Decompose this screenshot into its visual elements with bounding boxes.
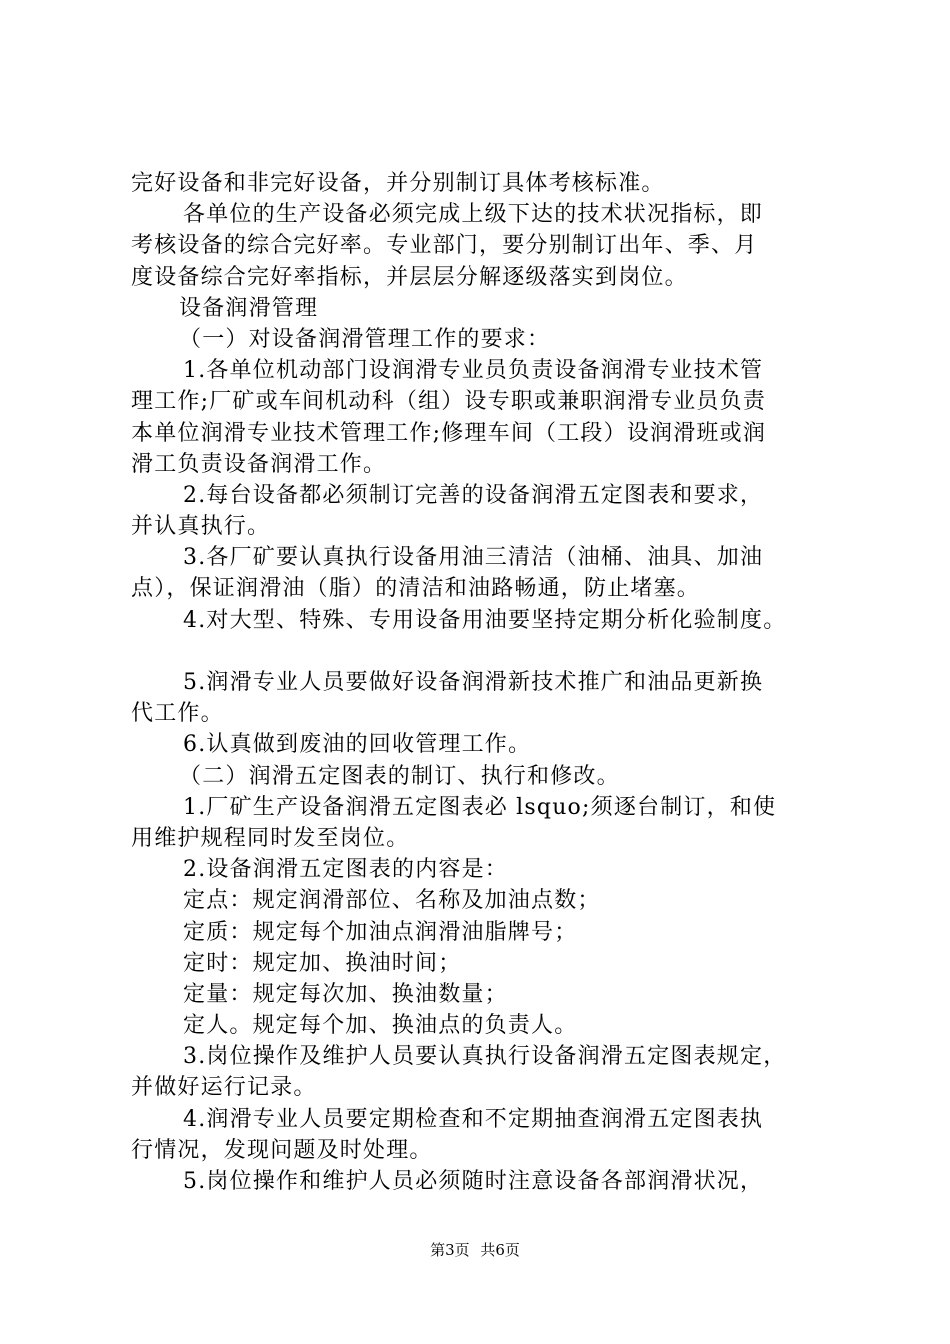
text-line: 理工作;厂矿或车间机动科（组）设专职或兼职润滑专业员负责 xyxy=(131,389,767,415)
text-line: 定时：规定加、换油时间； xyxy=(183,950,462,976)
text-line: 滑工负责设备润滑工作。 xyxy=(131,451,387,477)
text-line: 定人。规定每个加、换油点的负责人。 xyxy=(183,1013,578,1039)
text-line: 1.各单位机动部门设润滑专业员负责设备润滑专业技术管 xyxy=(183,358,764,384)
text-line: 本单位润滑专业技术管理工作;修理车间（工段）设润滑班或润 xyxy=(131,420,767,446)
text-line: 用维护规程同时发至岗位。 xyxy=(131,825,410,851)
text-line: 点），保证润滑油（脂）的清洁和油路畅通，防止堵塞。 xyxy=(131,576,701,602)
text-line: 2.每台设备都必须制订完善的设备润滑五定图表和要求， xyxy=(183,482,764,508)
text-line: 1.厂矿生产设备润滑五定图表必 lsquo;须逐台制订，和使 xyxy=(183,794,777,820)
text-line: 4.润滑专业人员要定期检查和不定期抽查润滑五定图表执 xyxy=(183,1106,764,1132)
text-line: 6.认真做到废油的回收管理工作。 xyxy=(183,732,532,758)
text-line: 并做好运行记录。 xyxy=(131,1075,317,1101)
text-line: 代工作。 xyxy=(131,701,224,727)
text-line: 定质：规定每个加油点润滑油脂牌号； xyxy=(183,919,578,945)
text-line: 5.岗位操作和维护人员必须随时注意设备各部润滑状况， xyxy=(183,1169,764,1194)
text-line: 度设备综合完好率指标，并层层分解逐级落实到岗位。 xyxy=(131,264,688,290)
text-line: 定点：规定润滑部位、名称及加油点数； xyxy=(183,888,601,914)
text-line: 2.设备润滑五定图表的内容是： xyxy=(183,857,508,883)
blank-line xyxy=(131,636,841,667)
section-heading: 设备润滑管理 xyxy=(179,295,319,321)
subsection-heading: （二）润滑五定图表的制订、执行和修改。 xyxy=(179,763,620,789)
page-footer xyxy=(0,1240,950,1260)
page-number: 第3页 xyxy=(430,1241,470,1259)
text-line: 定量：规定每次加、换油数量； xyxy=(183,981,508,1007)
document-body xyxy=(131,168,841,1197)
page-total: 共6页 xyxy=(480,1241,520,1259)
text-line: 考核设备的综合完好率。专业部门，要分别制订出年、季、月 xyxy=(131,233,758,259)
text-line: 3.岗位操作及维护人员要认真执行设备润滑五定图表规定， xyxy=(183,1044,787,1070)
text-line: 4.对大型、特殊、专用设备用油要坚持定期分析化验制度。 xyxy=(183,607,787,633)
text-line: 各单位的生产设备必须完成上级下达的技术状况指标，即 xyxy=(183,202,764,228)
text-line: 5.润滑专业人员要做好设备润滑新技术推广和油品更新换 xyxy=(183,670,764,695)
text-line: 3.各厂矿要认真执行设备用油三清洁（油桶、油具、加油 xyxy=(183,545,764,571)
text-line: 完好设备和非完好设备，并分别制订具体考核标准。 xyxy=(131,171,665,196)
text-line: 并认真执行。 xyxy=(131,514,271,540)
text-line: 行情况，发现问题及时处理。 xyxy=(131,1137,433,1163)
subsection-heading: （一）对设备润滑管理工作的要求： xyxy=(179,326,551,352)
